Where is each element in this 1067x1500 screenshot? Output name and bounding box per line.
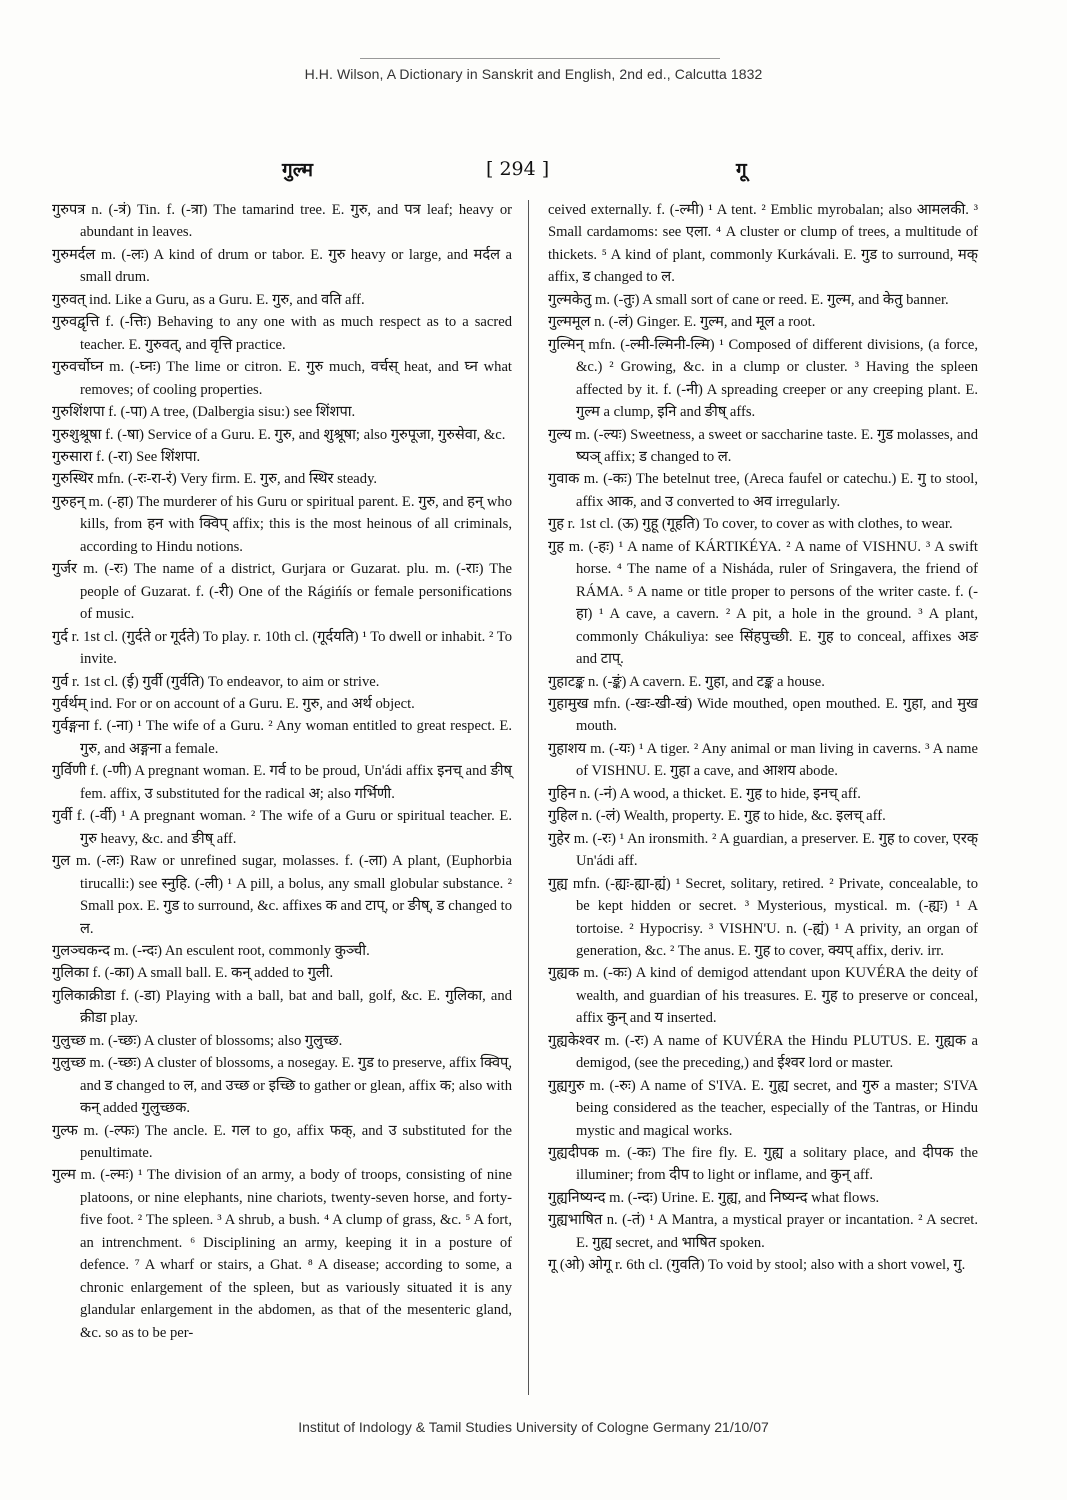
dictionary-entry: गुल्य m. (-ल्यः) Sweetness, a sweet or saccharine taste. E. गुड molasses, and ष्यञ् affix; ड changed to ल. xyxy=(548,426,978,465)
dictionary-entry: गुर्वर्थम् ind. For or on account of a Guru. E. गुरु, and अर्थ object. xyxy=(52,695,415,712)
column-divider xyxy=(528,200,529,1395)
dictionary-entry: ceived externally. f. (-ल्मी) ¹ A tent. ² Emblic myrobalan; also आमलकी. ³ Small cardamoms: see एला. ⁴ A cluster or clump of trees, a multitude of thickets. ⁵ A kind of plant, commonly Kurkávali. E. गुड to surround, मक् affix, ड changed to ल. xyxy=(548,202,978,286)
dictionary-entry: गुह्यक m. (-कः) A kind of demigod attendant upon KUVÉRA the deity of wealth, and guardian of his treasures. E. गुह to preserve or conceal, affix कुन् and य inserted. xyxy=(548,965,978,1027)
dictionary-entry: गुवाक m. (-कः) The betelnut tree, (Areca faufel or catechu.) E. गु to stool, affix आक, and उ converted to अव irregularly. xyxy=(548,471,978,510)
dictionary-entry: गुरुवत् ind. Like a Guru, as a Guru. E. गुरु, and वति aff. xyxy=(52,291,365,308)
dictionary-entry: गुल m. (-लः) Raw or unrefined sugar, molasses. f. (-ला) A plant, (Euphorbia tirucalli:) see स्नुहि. (-ली) ¹ A pill, a bolus, any small globular substance. ² Small pox. E. गुड to surround, &c. affixes क and टाप्, or ङीष्, ड changed to ल. xyxy=(52,853,512,937)
source-footer: Institut of Indology & Tamil Studies University of Cologne Germany 21/10/07 xyxy=(298,1419,769,1435)
dictionary-entry: गुरुस्थिर mfn. (-रः-रा-रं) Very firm. E. गुरु, and स्थिर steady. xyxy=(52,471,378,488)
dictionary-entry: गुरुवर्चोघ्न m. (-घ्नः) The lime or citron. E. गुरु much, वर्चस् heat, and घ्न what removes; of cooling properties. xyxy=(52,359,512,398)
dictionary-entry: गुह्यनिष्यन्द m. (-न्दः) Urine. E. गुह्य, and निष्यन्द what flows. xyxy=(548,1189,880,1206)
dictionary-entry: गुह्यकेश्वर m. (-रः) A name of KUVÉRA the Hindu PLUTUS. E. गुह्यक a demigod, (see the preceding,) and ईश्वर lord or master. xyxy=(548,1032,978,1072)
dictionary-entry: गुहाटङ्क n. (-ङ्कं) A cavern. E. गुहा, and टङ्क a house. xyxy=(548,673,825,690)
dictionary-entry: गुरुहन् m. (-हा) The murderer of his Guru or spiritual parent. E. गुरु, and हन् who kills, from हन with क्विप् affix; this is the most heinous of all criminals, according to Hindu notions. xyxy=(52,493,512,555)
dictionary-entry: गुरुपत्र n. (-त्रं) Tin. f. (-त्रा) The tamarind tree. E. गुरु, and पत्र leaf; heavy or abundant in leaves. xyxy=(52,202,512,241)
top-rule xyxy=(360,58,720,59)
dictionary-entry: गुल्म m. (-ल्मः) ¹ The division of an army, a body of troops, consisting of nine platoons, or nine elephants, nine chariots, twenty-seven horse, and forty-five foot. ² The spleen. ³ A shrub, a bush. ⁴ A clump of grass, &c. ⁵ A fort, an intrenchment. ⁶ Disciplining an army, keeping it in a posture of defence. ⁷ A wharf or stairs, a Ghat. ⁸ A disease; according to some, a chronic enlargement of the spleen, but as variously situated it is any glandular enlargement in the abdomen, as that of the mesenteric gland, &c. so as to be per- xyxy=(52,1167,512,1341)
dictionary-entry: गुरुशिंशपा f. (-पा) A tree, (Dalbergia sisu:) see शिंशपा. xyxy=(52,404,356,421)
dictionary-entry: गुलुच्छ m. (-च्छः) A cluster of blossoms; also गुलुच्छ. xyxy=(52,1032,343,1049)
dictionary-entry: गुर्विणी f. (-णी) A pregnant woman. E. गर्व to be proud, Un'ádi affix इनच् and ङीष् fem. affix, उ substituted for the radical अ; also गर्भिणी. xyxy=(52,763,512,802)
dictionary-entry: गुर्जर m. (-रः) The name of a district, Gurjara or Guzarat. plu. m. (-राः) The people of Guzarat. f. (-री) One of the Rágińís or female personifications of music. xyxy=(52,561,512,623)
dictionary-entry: गुल्मकेतु m. (-तुः) A small sort of cane or reed. E. गुल्म, and केतु banner. xyxy=(548,291,949,308)
left-column xyxy=(52,199,512,1344)
running-head-right-word: गू xyxy=(736,159,747,181)
dictionary-entry: गुरुमर्दल m. (-लः) A kind of drum or tabor. E. गुरु heavy or large, and मर्दल a small drum. xyxy=(52,246,512,286)
dictionary-entry: गुहाशय m. (-यः) ¹ A tiger. ² Any animal or man living in caverns. ³ A name of VISHNU. E. गुहा a cave, and आशय abode. xyxy=(548,740,978,780)
dictionary-entry: गुरुसारा f. (-रा) See शिंशपा. xyxy=(52,448,201,465)
dictionary-entry: गुलिका f. (-का) A small ball. E. कन् added to गुली. xyxy=(52,965,334,982)
dictionary-entry: गुहिन n. (-नं) A wood, a thicket. E. गुह to hide, इनच् aff. xyxy=(548,785,861,802)
dictionary-entry: गुलिकाक्रीडा f. (-डा) Playing with a ball, bat and ball, golf, &c. E. गुलिका, and क्रीडा play. xyxy=(52,987,512,1027)
dictionary-entry: गू (ओ) ओगू r. 6th cl. (गुवति) To void by stool; also with a short vowel, गु. xyxy=(548,1257,966,1274)
dictionary-entry: गुर्द r. 1st cl. (गुर्दते or गूर्दते) To play. r. 10th cl. (गूर्दयति) ¹ To dwell or inhabit. ² To invite. xyxy=(52,628,512,668)
source-header: H.H. Wilson, A Dictionary in Sanskrit and English, 2nd ed., Calcutta 1832 xyxy=(304,66,763,82)
dictionary-entry: गुर्वङ्गना f. (-ना) ¹ The wife of a Guru. ² Any woman entitled to great respect. E. गुरु, and अङ्गना a female. xyxy=(52,718,512,757)
dictionary-entry: गुह्यभाषित n. (-तं) ¹ A Mantra, a mystical prayer or incantation. ² A secret. E. गुह्य secret, and भाषित spoken. xyxy=(548,1212,978,1251)
dictionary-entry: गुल्ममूल n. (-लं) Ginger. E. गुल्म, and मूल a root. xyxy=(548,314,816,331)
dictionary-entry: गुरुशुश्रूषा f. (-षा) Service of a Guru. E. गुरु, and शुश्रूषा; also गुरुपूजा, गुरुसेवा, &c. xyxy=(52,426,506,443)
dictionary-entry: गुर्व r. 1st cl. (ई) गुर्वी (गुर्वति) To endeavor, to aim or strive. xyxy=(52,673,380,690)
dictionary-entry: गुह्यगुरु m. (-रुः) A name of S'IVA. E. गुह्य secret, and गुरु a master; S'IVA being considered as the teacher, especially of the Tantras, or Hindu mystic and magical works. xyxy=(548,1077,978,1139)
dictionary-entry: गुर्वी f. (-र्वी) ¹ A pregnant woman. ² The wife of a Guru or spiritual teacher. E. गुरु heavy, &c. and ङीष् aff. xyxy=(52,808,512,847)
dictionary-entry: गुल्फ m. (-ल्फः) The ancle. E. गल to go, affix फक्, and उ substituted for the penultimate. xyxy=(52,1122,512,1162)
dictionary-entry: गुह्य mfn. (-ह्यः-ह्या-ह्यं) ¹ Secret, solitary, retired. ² Private, concealable, to be kept hidden or secret. ³ Mysterious, mystical. m. (-ह्यः) ¹ A tortoise. ² Hypocrisy. ³ VISHN'U. n. (-ह्यं) ¹ A privity, an organ of generation, &c. ² The anus. E. गुह to cover, क्यप् affix, deriv. irr. xyxy=(548,875,978,959)
dictionary-entry: गुहामुख mfn. (-खः-खी-खं) Wide mouthed, open mouthed. E. गुहा, and मुख mouth. xyxy=(548,695,978,735)
running-head-left-word: गुल्म xyxy=(282,159,313,181)
dictionary-entry: गुह्यदीपक m. (-कः) The fire fly. E. गुह्य a solitary place, and दीपक the illuminer; from दीप to light or inflame, and कुन् aff. xyxy=(548,1145,978,1184)
dictionary-entry: गुलञ्चकन्द m. (-न्दः) An esculent root, commonly कुञ्ची. xyxy=(52,942,370,959)
dictionary-entry: गुहिल n. (-लं) Wealth, property. E. गुह to hide, &c. इलच् aff. xyxy=(548,808,886,825)
dictionary-entry: गुह r. 1st cl. (ऊ) गुहू (गूहति) To cover, to cover as with clothes, to wear. xyxy=(548,516,953,533)
dictionary-entry: गुह m. (-हः) ¹ A name of KÁRTIKÉYA. ² A name of VISHNU. ³ A swift horse. ⁴ The name of a Nisháda, ruler of Sringavera, the friend of RÁMA. ⁵ A name or title proper to persons of the writer caste. f. (-हा) ¹ A cave, a cavern. ² A pit, a hole in the ground. ³ A plant, commonly Chákuliya: see सिंहपुच्छी. E. गुह to conceal, affixes अङ and टाप्. xyxy=(548,538,978,668)
right-column xyxy=(548,199,978,1277)
running-head xyxy=(0,156,1067,186)
dictionary-entry: गुलुच्छ m. (-च्छः) A cluster of blossoms, a nosegay. E. गुड to preserve, affix क्विप्, and ड changed to ल, and उच्छ or इच्छि to gather or glean, affix क; also with कन् added गुलुच्छक. xyxy=(52,1055,512,1117)
dictionary-entry: गुल्मिन् mfn. (-ल्मी-ल्मिनी-ल्मि) ¹ Composed of different divisions, (a force, &c.) ² Growing, &c. in a clump or cluster. ³ Having the spleen affected by it. f. (-नी) A spreading creeper or any creeping plant. E. गुल्म a clump, इनि and ङीष् affs. xyxy=(548,336,978,421)
dictionary-entry: गुहेर m. (-रः) ¹ An ironsmith. ² A guardian, a preserver. E. गुह to cover, एरक् Un'ádi aff. xyxy=(548,830,978,870)
page-number: [ 294 ] xyxy=(486,158,550,180)
dictionary-entry: गुरुवद्वृत्ति f. (-त्तिः) Behaving to any one with as much respect as to a sacred teacher. E. गुरुवत्, and वृत्ति practice. xyxy=(52,314,512,353)
